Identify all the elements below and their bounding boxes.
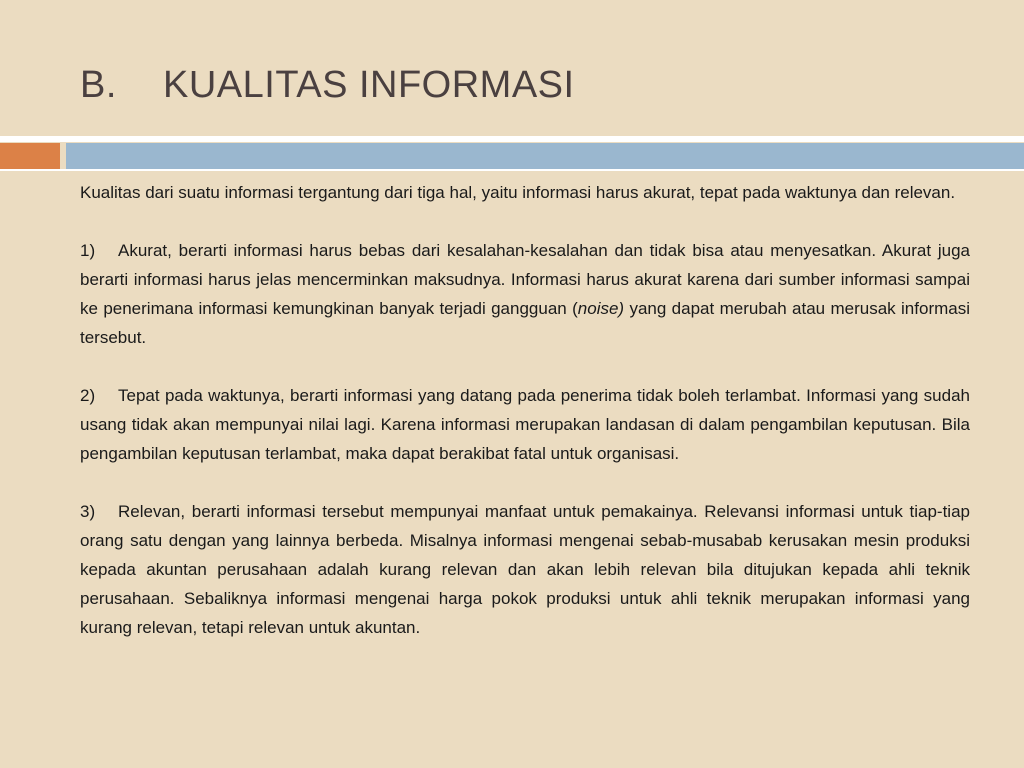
divider-top [0, 136, 1024, 142]
point-2-text: Tepat pada waktunya, berarti informasi yang datang pada penerima tidak boleh terlambat. Informasi yang sudah usang tidak akan mempunyai nilai lagi. Karena informasi merupakan landasan di dalam pengambilan keputusan. Bila pengambilan keputusan terlambat, maka dapat berakibat fatal untuk organisasi. [80, 386, 970, 463]
intro-paragraph: Kualitas dari suatu informasi tergantung dari tiga hal, yaitu informasi harus akurat, tepat pada waktunya dan relevan. [80, 183, 956, 202]
point-3-text: Relevan, berarti informasi tersebut mempunyai manfaat untuk pemakainya. Relevansi informasi untuk tiap-tiap orang satu dengan yang lainnya berbeda. Misalnya informasi mengenai sebab-musabab kerusakan mesin produksi kepada akuntan perusahaan adalah kurang relevan dan akan lebih relevan bila ditujukan kepada ahli teknik perusahaan. Sebaliknya informasi mengenai harga pokok produksi untuk ahli teknik merupakan informasi yang kurang relevan, tetapi relevan untuk akuntan. [80, 502, 970, 637]
point-2-paragraph [80, 381, 970, 468]
slide-title [80, 60, 575, 110]
divider-bottom [0, 169, 1024, 171]
point-1-text: Akurat, berarti informasi harus bebas dari kesalahan-kesalahan dan tidak bisa atau menyesatkan. Akurat juga berarti informasi harus jelas mencerminkan maksudnya. Informasi harus akurat karena dari sumber informasi sampai ke penerimana informasi kemungkinan banyak terjadi gangguan ( [80, 241, 970, 318]
point-1-paragraph [80, 236, 970, 352]
accent-bar-blue [66, 143, 1024, 169]
point-1-italic: noise) [577, 299, 625, 318]
title-text: KUALITAS INFORMASI [163, 64, 575, 106]
title-number: B. [80, 64, 117, 106]
slide-body [80, 178, 970, 642]
point-3-paragraph [80, 497, 970, 642]
point-1-number: 1) [80, 241, 96, 260]
point-3-number: 3) [80, 502, 96, 521]
point-2-number: 2) [80, 386, 96, 405]
point-1-text-after: yang dapat merubah atau merusak informasi tersebut. [80, 299, 970, 347]
accent-bar-orange [0, 143, 60, 169]
